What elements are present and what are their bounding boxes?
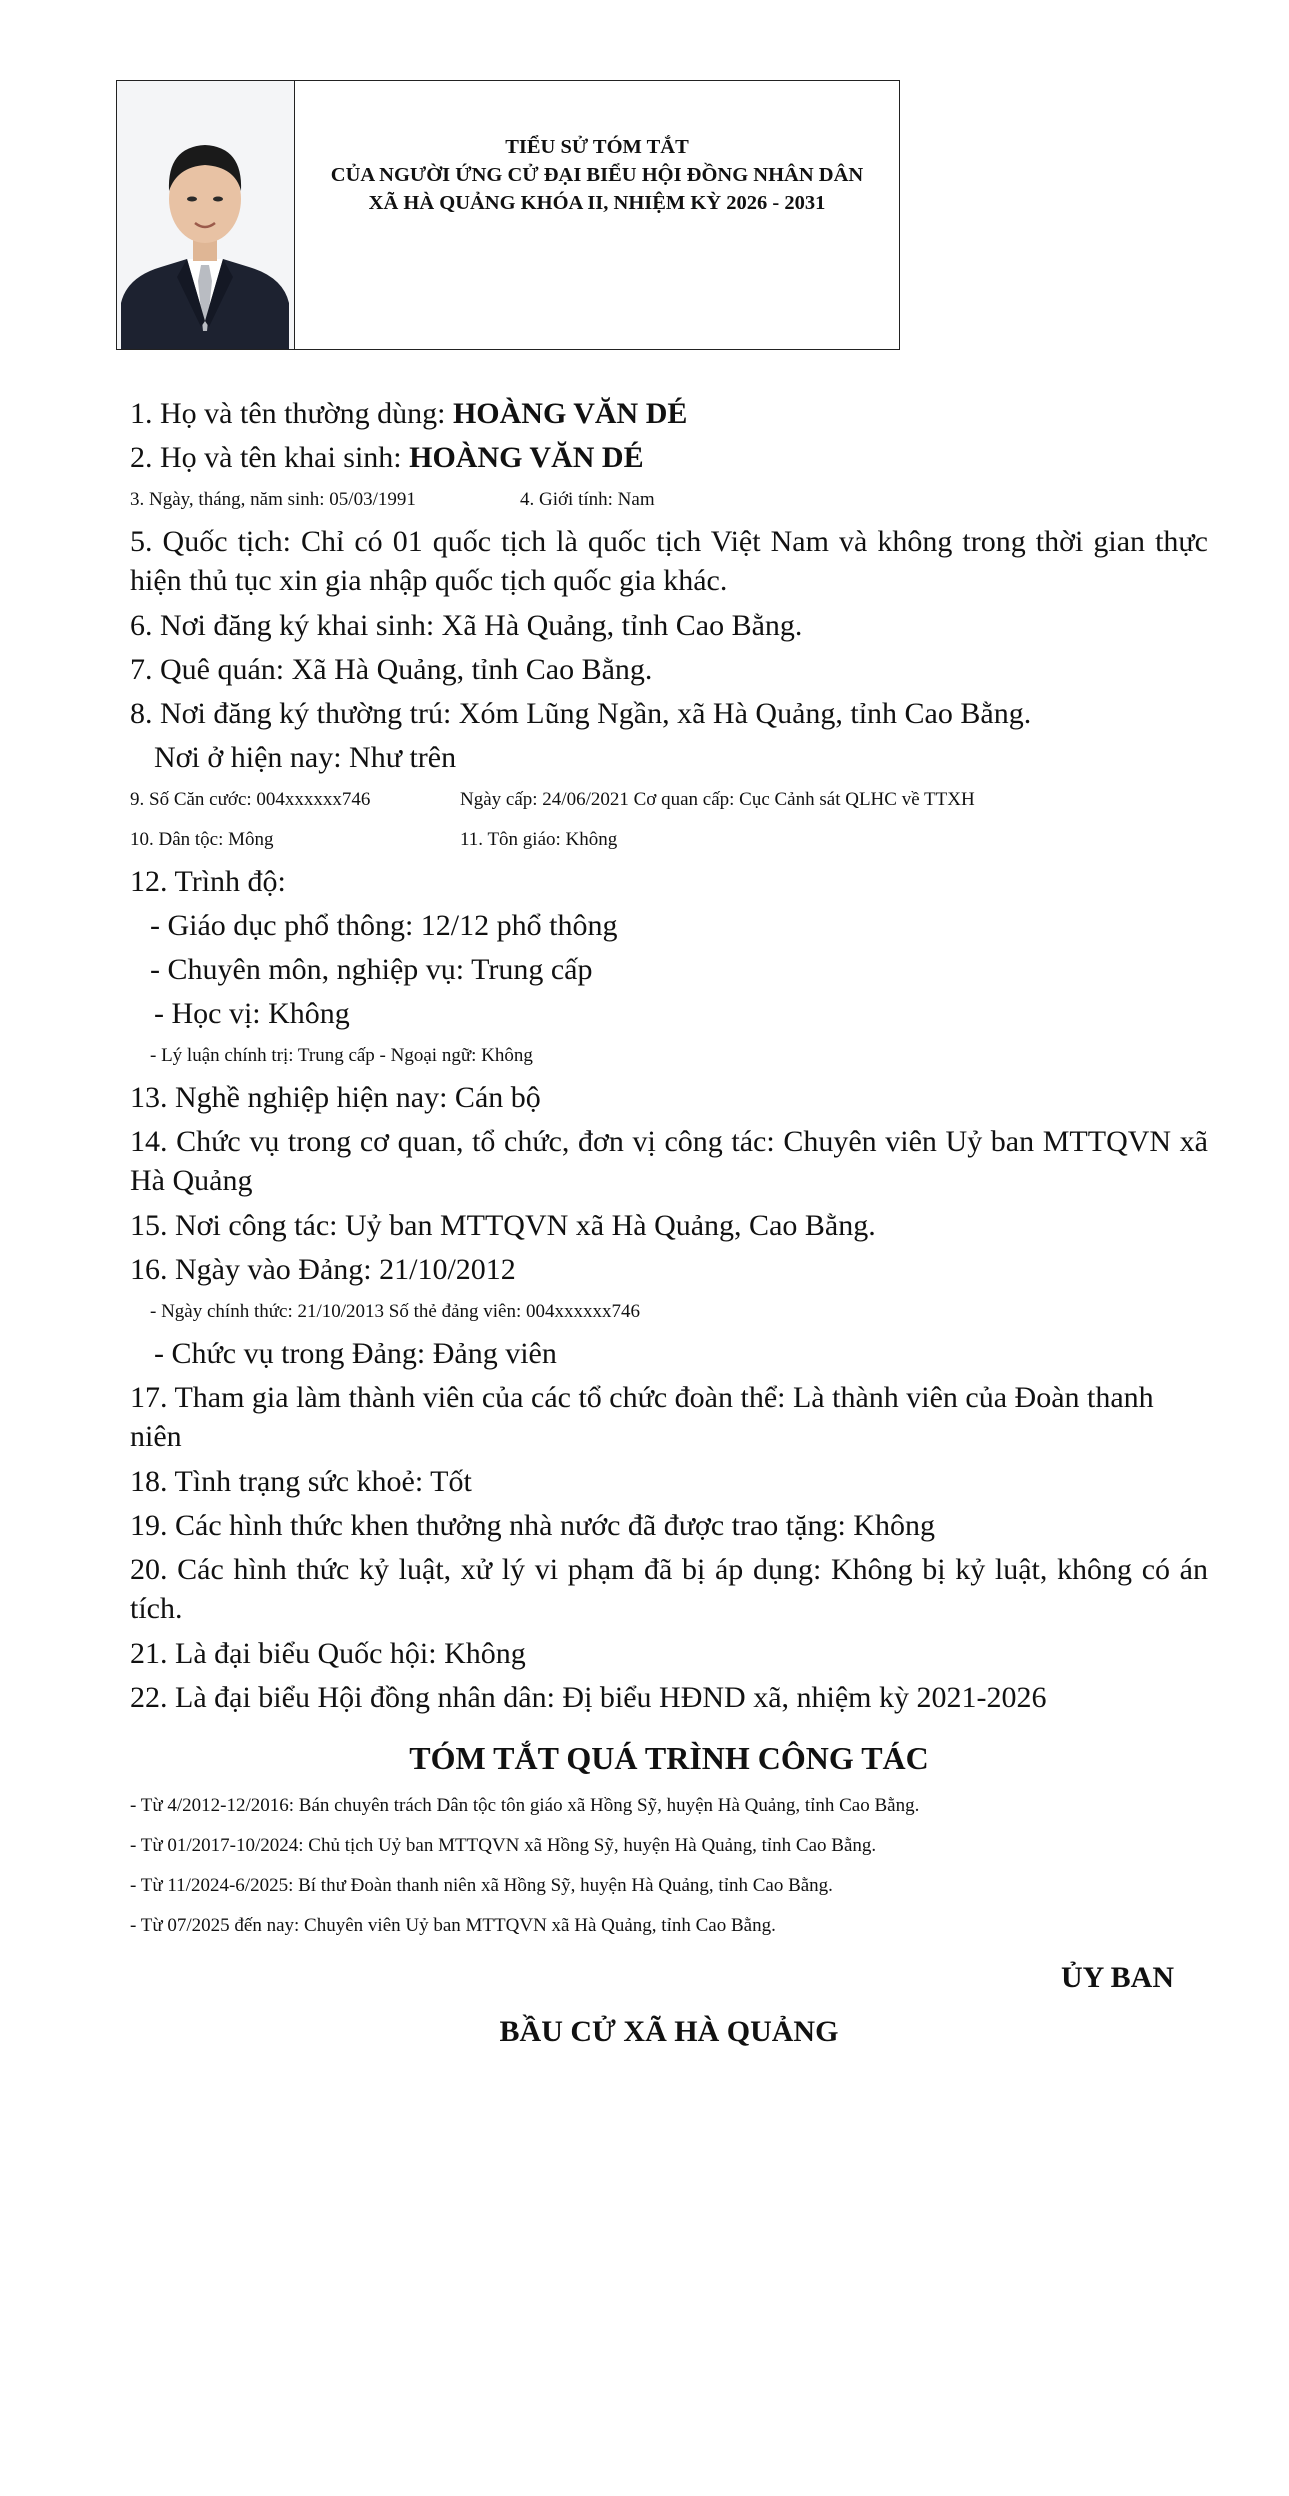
workplace-field: 15. Nơi công tác: Uỷ ban MTTQVN xã Hà Quảng, Cao Bằng.: [130, 1209, 876, 1242]
id-issue-field: Ngày cấp: 24/06/2021 Cơ quan cấp: Cục Cảnh sát QLHC về TTXH: [460, 789, 975, 810]
work-history-title: TÓM TẮT QUÁ TRÌNH CÔNG TÁC: [409, 1740, 929, 1776]
birth-name-value: HOÀNG VĂN DÉ: [409, 441, 644, 474]
common-name-field: 1. Họ và tên thường dùng: HOÀNG VĂN DÉ: [130, 397, 688, 430]
general-education-field: - Giáo dục phổ thông: 12/12 phổ thông: [150, 909, 618, 942]
title-line-1: TIỂU SỬ TÓM TẮT: [505, 136, 689, 158]
document-title: [295, 81, 899, 349]
education-heading: 12. Trình độ:: [130, 865, 286, 898]
title-line-2: CỦA NGƯỜI ỨNG CỬ ĐẠI BIỂU HỘI ĐỒNG NHÂN DÂN: [330, 164, 864, 186]
party-join-date-field: 16. Ngày vào Đảng: 21/10/2012: [130, 1253, 516, 1286]
birth-gender-row: [130, 480, 1208, 520]
professional-field: - Chuyên môn, nghiệp vụ: Trung cấp: [150, 953, 593, 986]
work-history-entry: - Từ 01/2017-10/2024: Chủ tịch Uỷ ban MTTQVN xã Hồng Sỹ, huyện Hà Quảng, tỉnh Cao Bằng.: [130, 1835, 877, 1856]
party-position-field: - Chức vụ trong Đảng: Đảng viên: [154, 1337, 557, 1370]
birth-registration-field: 6. Nơi đăng ký khai sinh: Xã Hà Quảng, tỉnh Cao Bằng.: [130, 609, 803, 642]
portrait-image: [117, 81, 293, 349]
gender-field: 4. Giới tính: Nam: [520, 489, 655, 510]
permanent-residence-field: 8. Nơi đăng ký thường trú: Xóm Lũng Ngần, xã Hà Quảng, tỉnh Cao Bằng.: [130, 697, 1032, 730]
party-official-field: - Ngày chính thức: 21/10/2013 Số thẻ đảng viên: 004xxxxxx746: [150, 1301, 640, 1322]
biography-content: [130, 392, 1208, 2052]
birth-date-field: 3. Ngày, tháng, năm sinh: 05/03/1991: [130, 489, 416, 510]
work-history-entry: - Từ 4/2012-12/2016: Bán chuyên trách Dân tộc tôn giáo xã Hồng Sỹ, huyện Hà Quảng, tỉnh Cao Bằng.: [130, 1795, 920, 1816]
id-number-field: 9. Số Căn cước: 004xxxxxx746: [130, 789, 371, 810]
awards-field: 19. Các hình thức khen thưởng nhà nước đã được trao tặng: Không: [130, 1509, 935, 1542]
candidate-photo: [117, 81, 295, 349]
work-history-entry: - Từ 11/2024-6/2025: Bí thư Đoàn thanh niên xã Hồng Sỹ, huyện Hà Quảng, tỉnh Cao Bằng.: [130, 1875, 833, 1896]
nationality-field: 5. Quốc tịch: Chỉ có 01 quốc tịch là quốc tịch Việt Nam và không trong thời gian thực hiện thủ tục xin gia nhập quốc tịch quốc gia khác.: [130, 525, 1208, 597]
id-card-row: [130, 780, 1208, 820]
hometown-field: 7. Quê quán: Xã Hà Quảng, tỉnh Cao Bằng.: [130, 653, 653, 686]
degree-field: - Học vị: Không: [154, 997, 350, 1030]
ethnicity-field: 10. Dân tộc: Mông: [130, 829, 274, 850]
ethnicity-religion-row: [130, 820, 1208, 860]
signature-committee: ỦY BAN: [1060, 1961, 1174, 1994]
discipline-field: 20. Các hình thức kỷ luật, xử lý vi phạm đã bị áp dụng: Không bị kỷ luật, không có án tích.: [130, 1553, 1208, 1625]
national-assembly-field: 21. Là đại biểu Quốc hội: Không: [130, 1637, 526, 1670]
council-delegate-field: 22. Là đại biểu Hội đồng nhân dân: Đị biểu HĐND xã, nhiệm kỳ 2021-2026: [130, 1681, 1047, 1714]
political-language-field: - Lý luận chính trị: Trung cấp - Ngoại ngữ: Không: [150, 1045, 533, 1066]
work-history-entry: - Từ 07/2025 đến nay: Chuyên viên Uỷ ban MTTQVN xã Hà Quảng, tỉnh Cao Bằng.: [130, 1915, 776, 1936]
header-box: [116, 80, 900, 350]
signature-committee-name: BẦU CỬ XÃ HÀ QUẢNG: [499, 2015, 839, 2048]
common-name-value: HOÀNG VĂN DÉ: [452, 397, 688, 430]
birth-name-field: 2. Họ và tên khai sinh: HOÀNG VĂN DÉ: [130, 441, 644, 474]
title-line-3: XÃ HÀ QUẢNG KHÓA II, NHIỆM KỲ 2026 - 2031: [368, 192, 826, 214]
occupation-field: 13. Nghề nghiệp hiện nay: Cán bộ: [130, 1081, 541, 1114]
organizations-field: 17. Tham gia làm thành viên của các tổ chức đoàn thể: Là thành viên của Đoàn thanh niên: [130, 1381, 1154, 1453]
religion-field: 11. Tôn giáo: Không: [460, 829, 618, 850]
health-field: 18. Tình trạng sức khoẻ: Tốt: [130, 1465, 472, 1498]
current-residence-field: Nơi ở hiện nay: Như trên: [154, 741, 457, 774]
position-field: 14. Chức vụ trong cơ quan, tổ chức, đơn vị công tác: Chuyên viên Uỷ ban MTTQVN xã Hà Quảng: [130, 1125, 1208, 1197]
